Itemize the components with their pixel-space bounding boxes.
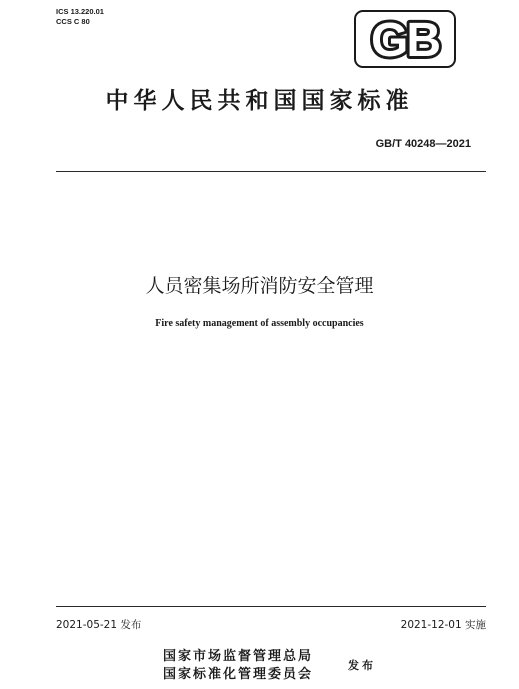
- implementation-date: 2021-12-01 实施: [400, 619, 486, 631]
- publisher-samr: 国家市场监督管理总局: [163, 649, 314, 664]
- standard-number: GB/T 40248—2021: [375, 138, 471, 150]
- top-divider: [56, 171, 486, 172]
- document-title-english: Fire safety management of assembly occupancies: [155, 318, 364, 329]
- issue-date: 2021-05-21 发布: [56, 619, 142, 631]
- publishers: [163, 648, 313, 684]
- document-title-chinese: 人员密集场所消防安全管理: [145, 275, 374, 297]
- standard-organization: 中华人民共和国国家标准: [105, 87, 414, 114]
- bottom-divider: [56, 606, 486, 607]
- ccs-code: CCS C 80: [56, 17, 90, 26]
- publisher-sac: 国家标准化管理委员会: [163, 667, 314, 682]
- ics-code: ICS 13.220.01: [56, 7, 104, 16]
- publish-label: 发布: [348, 659, 376, 672]
- gb-logo: [352, 8, 458, 70]
- classification-codes: [56, 7, 104, 27]
- gb-logo-text: GB: [371, 14, 439, 67]
